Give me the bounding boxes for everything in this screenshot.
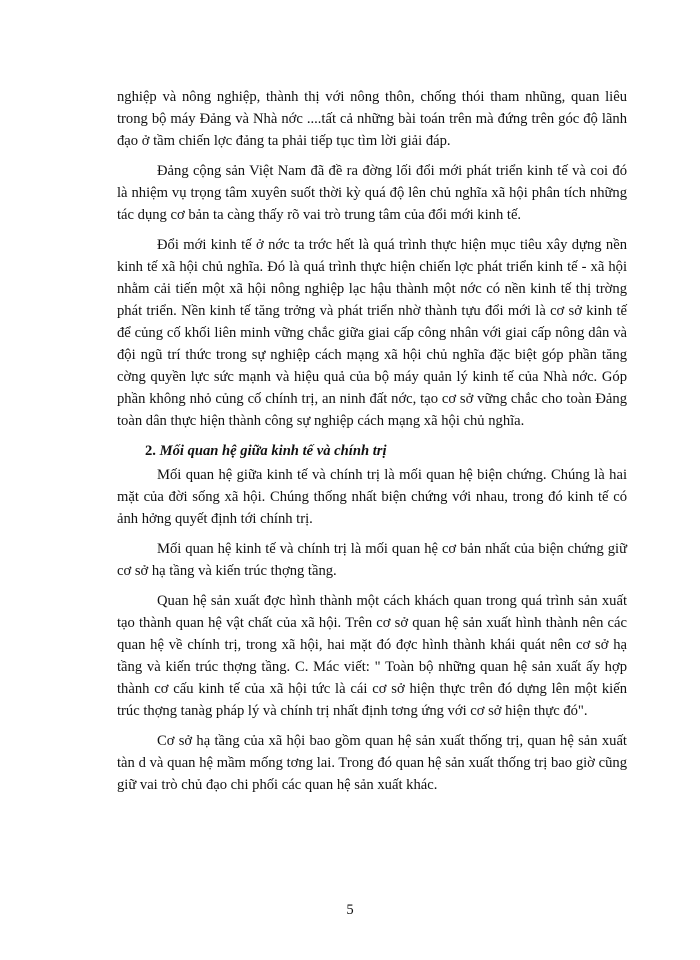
section-number: 2. <box>145 443 156 459</box>
paragraph: Mối quan hệ giữa kinh tế và chính trị là mối quan hệ biện chứng. Chúng là hai mặt của đời sống xã hội. Chúng thống nhất biện chứng với nhau, trong đó kinh tế có ảnh hởng quyết định tới chính trị. <box>117 467 627 527</box>
page-number: 5 <box>346 902 354 918</box>
section-heading <box>117 440 627 462</box>
paragraph: Mối quan hệ kinh tế và chính trị là mối quan hệ cơ bản nhất của biện chứng giữ cơ sở hạ tầng và kiến trúc thợng tầng. <box>117 541 627 579</box>
paragraph: Cơ sở hạ tầng của xã hội bao gồm quan hệ sản xuất thống trị, quan hệ sản xuất tàn d và quan hệ mầm mống tơng lai. Trong đó quan hệ sản xuất thống trị bao giờ cũng giữ vai trò chủ đạo chi phối các quan hệ sản xuất khác. <box>117 733 627 793</box>
paragraph-continued: nghiệp và nông nghiệp, thành thị với nông thôn, chống thói tham nhũng, quan liêu trong bộ máy Đảng và Nhà nớc ....tất cả những bài toán trên mà đứng trên góc độ lãnh đạo ở tầm chiến lợc đảng ta phải tiếp tục tìm lời giải đáp. <box>117 89 627 149</box>
paragraph: Đảng cộng sản Việt Nam đã đề ra đờng lối đổi mới phát triển kinh tế và coi đó là nhiệm vụ trọng tâm xuyên suốt thời kỳ quá độ lên chủ nghĩa xã hội phân tích những tác dụng cơ bản ta càng thấy rõ vai trò trung tâm của đổi mới kinh tế. <box>117 163 627 223</box>
section-title: Mối quan hệ giữa kinh tế và chính trị <box>159 443 387 459</box>
paragraph: Quan hệ sản xuất đợc hình thành một cách khách quan trong quá trình sản xuất tạo thành quan hệ vật chất của xã hội. Trên cơ sở quan hệ sản xuất hình thành nên các quan hệ về chính trị, trong xã hội, hai mặt đó đợc hình thành khái quát nên cơ sở hạ tầng và kiến trúc thợng tầng. C. Mác viết: " Toàn bộ những quan hệ sản xuất ấy hợp thành cơ cấu kinh tế của xã hội tức là cái cơ sở hiện thực trên đó dựng lên một kiến trúc thợng tanàg pháp lý và chính trị nhất định tơng ứng với cơ sở hiện thực đó". <box>117 593 627 719</box>
page-body <box>117 86 627 804</box>
paragraph: Đổi mới kinh tế ở nớc ta trớc hết là quá trình thực hiện mục tiêu xây dựng nền kinh tế xã hội chủ nghĩa. Đó là quá trình thực hiện chiến lợc phát triển kinh tế - xã hội nhằm cải tiến một xã hội nông nghiệp lạc hậu thành một nớc có nền kinh tế thị trờng phát triển. Nền kinh tế tăng trởng và phát triển nhờ thành tựu đổi mới là cơ sở kinh tế để củng cố khối liên minh vững chắc giữa giai cấp công nhân với giai cấp nông dân và đội ngũ trí thức trong sự nghiệp cách mạng xã hội chủ nghĩa đặc biệt góp phần tăng cờng quyền lực sức mạnh và hiệu quả của bộ máy quản lý kinh tế của Nhà nớc. Góp phần không nhỏ củng cố chính trị, an ninh đất nớc, tạo cơ sở vững chắc cho toàn Đảng toàn dân thực hiện thành công sự nghiệp cách mạng xã hội chủ nghĩa. <box>117 237 627 429</box>
